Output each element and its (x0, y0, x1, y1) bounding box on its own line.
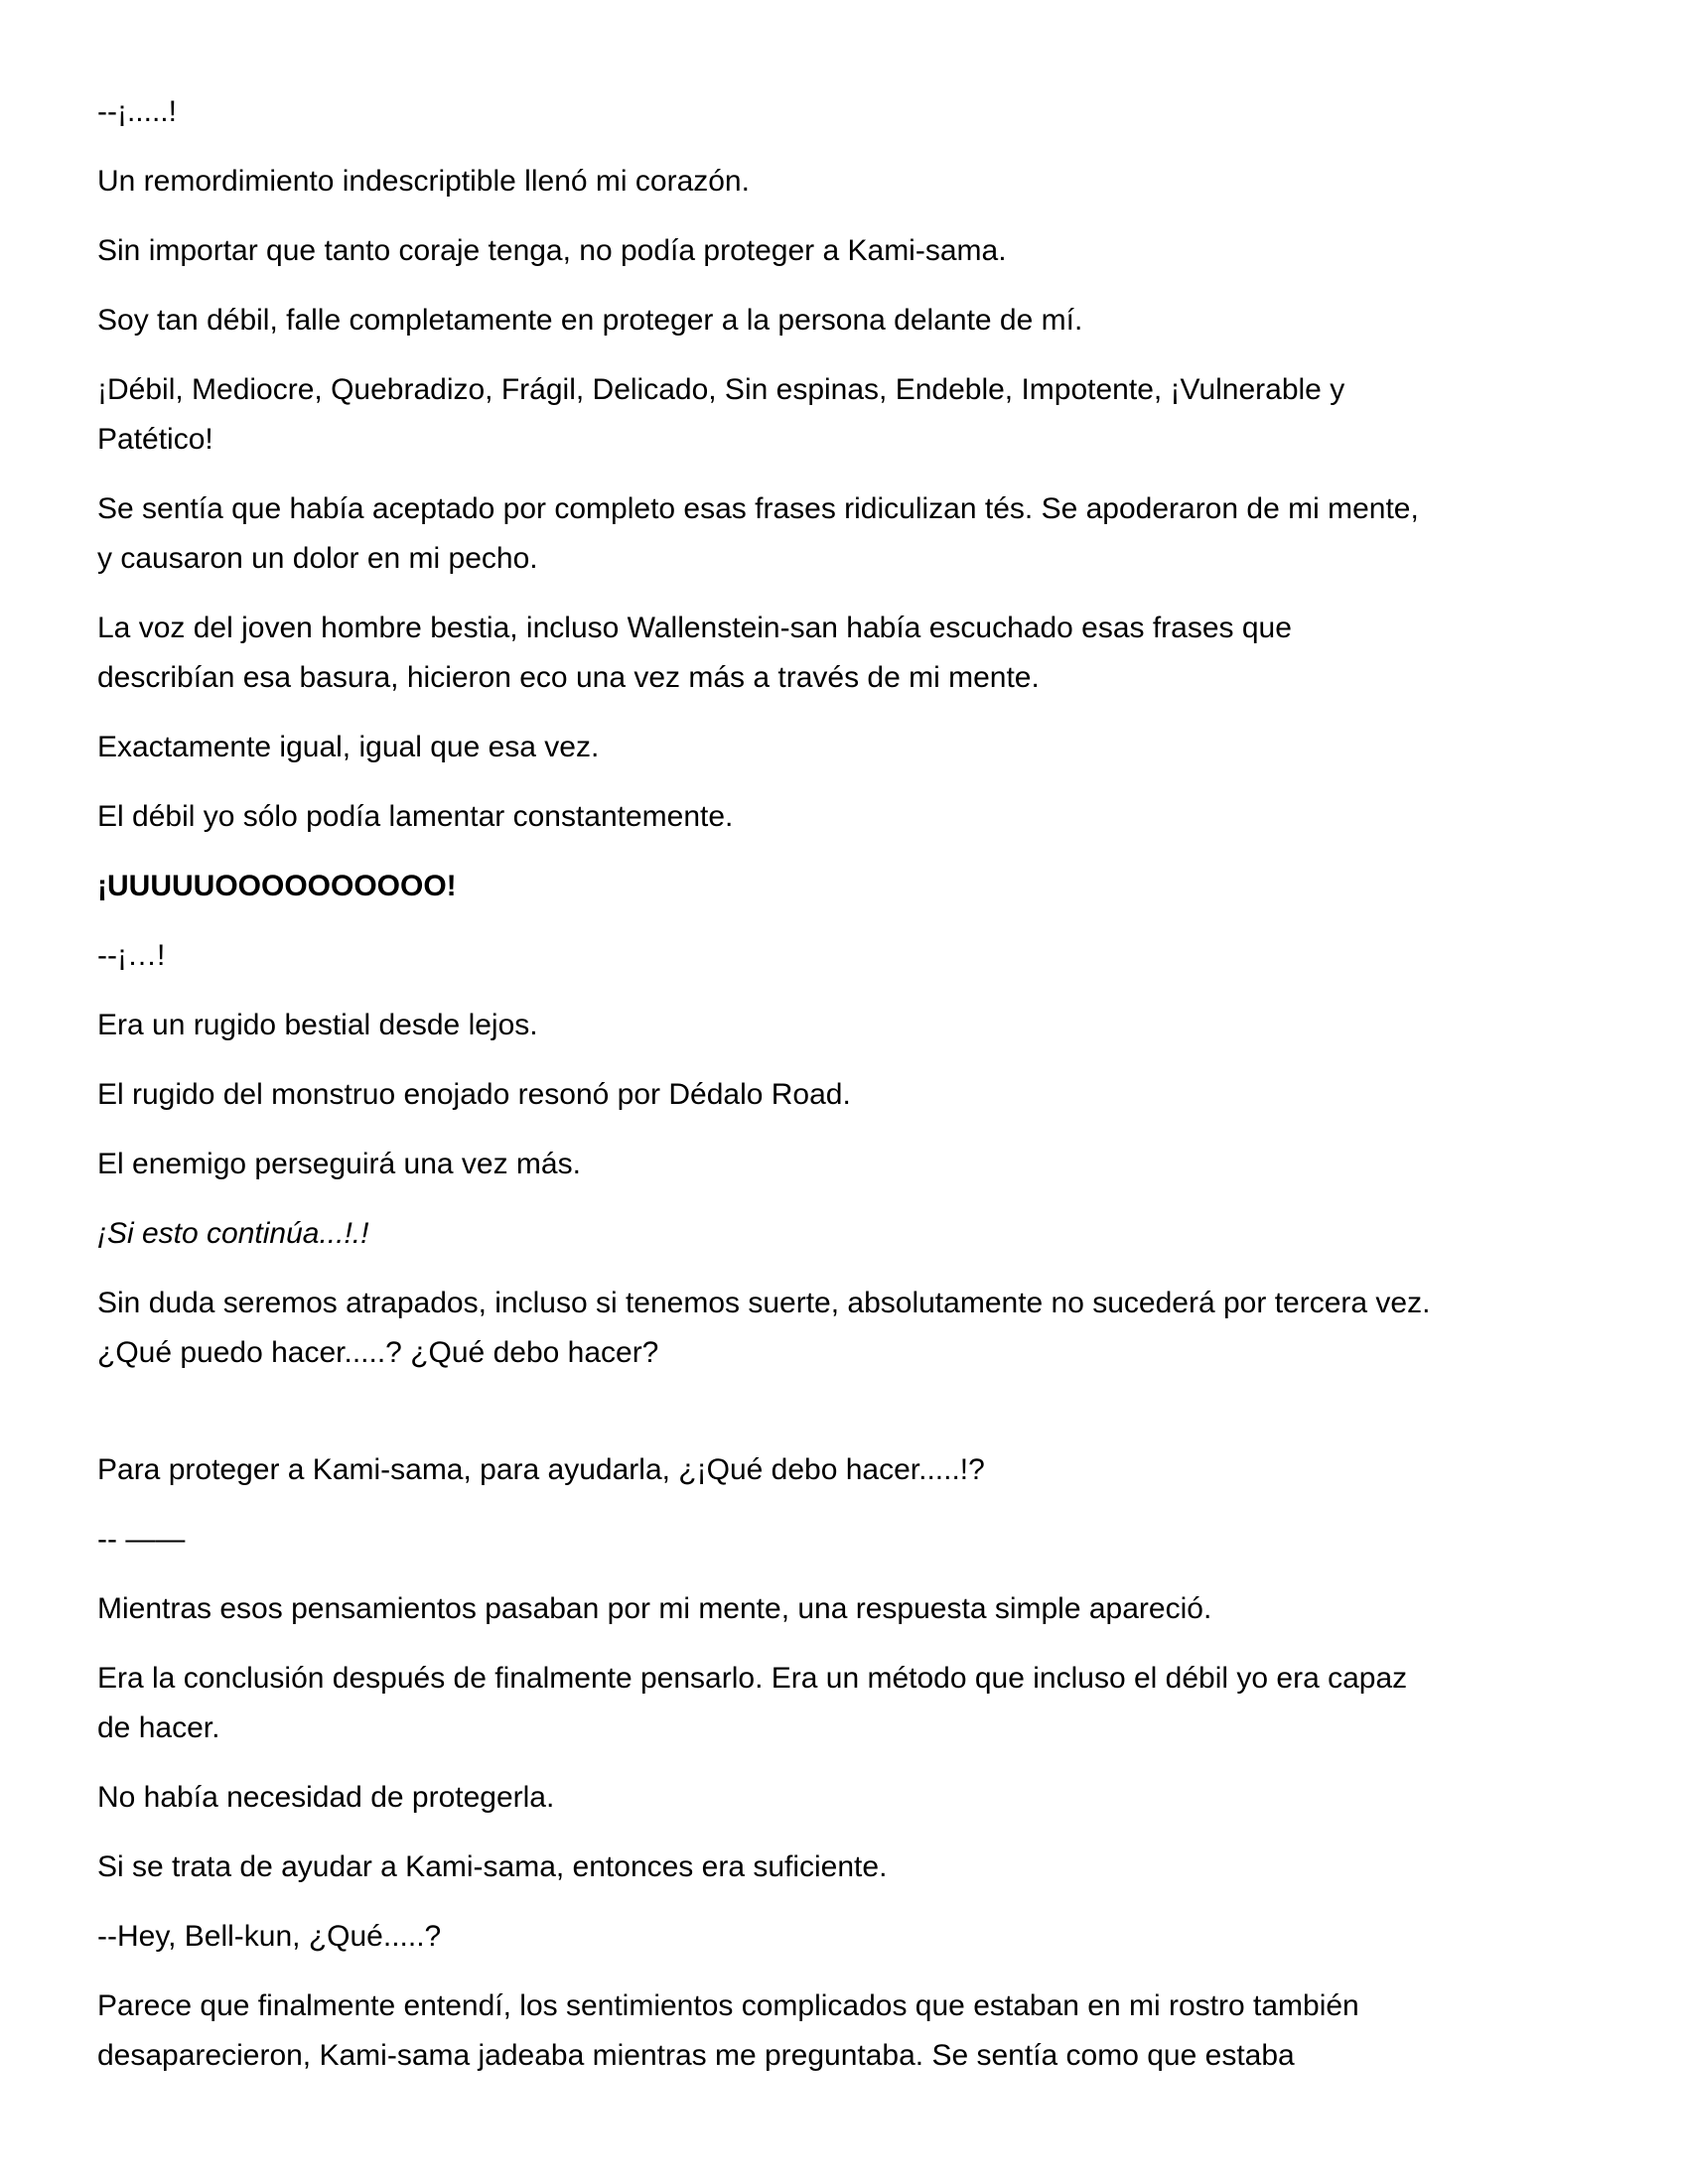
text-line: Era un rugido bestial desde lejos. (97, 1009, 538, 1041)
text-line: Era la conclusión después de finalmente pensarlo. Era un método que incluso el débil yo era capaz (97, 1662, 1408, 1695)
paragraph (97, 1140, 1589, 1189)
text-line: No había necesidad de protegerla. (97, 1781, 555, 1814)
text-line: Patético! (97, 423, 213, 456)
paragraph (97, 1445, 1589, 1495)
paragraph (97, 1654, 1589, 1753)
paragraph (97, 365, 1589, 465)
paragraph (97, 931, 1589, 981)
paragraph (97, 723, 1589, 772)
text-line: Exactamente igual, igual que esa vez. (97, 731, 600, 763)
paragraph (97, 1070, 1589, 1120)
paragraph (97, 1773, 1589, 1823)
text-line: Un remordimiento indescriptible llenó mi corazón. (97, 165, 750, 198)
text-line: El débil yo sólo podía lamentar constantemente. (97, 800, 734, 833)
paragraph (97, 1843, 1589, 1892)
text-line: La voz del joven hombre bestia, incluso Wallenstein-san había escuchado esas frases que (97, 612, 1292, 644)
paragraph-thought-italic (97, 1209, 1589, 1259)
paragraph-roar-bold (97, 862, 1589, 911)
text-line: describían esa basura, hicieron eco una vez más a través de mi mente. (97, 661, 1040, 694)
text-line: -- —— (97, 1523, 186, 1556)
text-line: ¡UUUUUOOOOOOOOOO! (97, 870, 457, 902)
paragraph (97, 1584, 1589, 1634)
paragraph (97, 1981, 1589, 2081)
text-line: y causaron un dolor en mi pecho. (97, 542, 538, 575)
paragraph (97, 296, 1589, 345)
text-line: Mientras esos pensamientos pasaban por mi mente, una respuesta simple apareció. (97, 1592, 1212, 1625)
text-line: Parece que finalmente entendí, los sentimientos complicados que estaban en mi rostro también (97, 1989, 1359, 2022)
paragraph (97, 226, 1589, 276)
paragraph (97, 1001, 1589, 1050)
text-line: desaparecieron, Kami-sama jadeaba mientras me preguntaba. Se sentía como que estaba (97, 2039, 1295, 2072)
paragraph (97, 157, 1589, 206)
text-line: Sin duda seremos atrapados, incluso si tenemos suerte, absolutamente no sucederá por tercera vez. (97, 1287, 1431, 1319)
text-line: Se sentía que había aceptado por completo esas frases ridiculizan tés. Se apoderaron de mi mente, (97, 492, 1419, 525)
text-line: Para proteger a Kami-sama, para ayudarla, ¿¡Qué debo hacer.....!? (97, 1453, 985, 1486)
text-line: Soy tan débil, falle completamente en proteger a la persona delante de mí. (97, 304, 1083, 337)
paragraph (97, 1912, 1589, 1962)
paragraph (97, 87, 1589, 137)
paragraph (97, 604, 1589, 703)
text-line: El enemigo perseguirá una vez más. (97, 1148, 581, 1180)
text-line: --¡.....! (97, 95, 177, 128)
text-line: Sin importar que tanto coraje tenga, no podía proteger a Kami-sama. (97, 234, 1007, 267)
text-line: --¡…! (97, 939, 166, 972)
paragraph-dash-line (97, 1515, 1589, 1565)
text-line: --Hey, Bell-kun, ¿Qué.....? (97, 1920, 442, 1953)
paragraph (97, 484, 1589, 584)
text-line: ¿Qué puedo hacer.....? ¿Qué debo hacer? (97, 1336, 659, 1369)
text-line: El rugido del monstruo enojado resonó por Dédalo Road. (97, 1078, 851, 1111)
text-line: ¡Si esto continúa...!.! (97, 1217, 369, 1250)
paragraph (97, 792, 1589, 842)
text-line: ¡Débil, Mediocre, Quebradizo, Frágil, Delicado, Sin espinas, Endeble, Impotente, ¡Vulnerable y (97, 373, 1345, 406)
text-line: Si se trata de ayudar a Kami-sama, entonces era suficiente. (97, 1850, 888, 1883)
text-line: de hacer. (97, 1711, 220, 1744)
paragraph (97, 1279, 1589, 1378)
paragraph-spacer (97, 1398, 1589, 1426)
